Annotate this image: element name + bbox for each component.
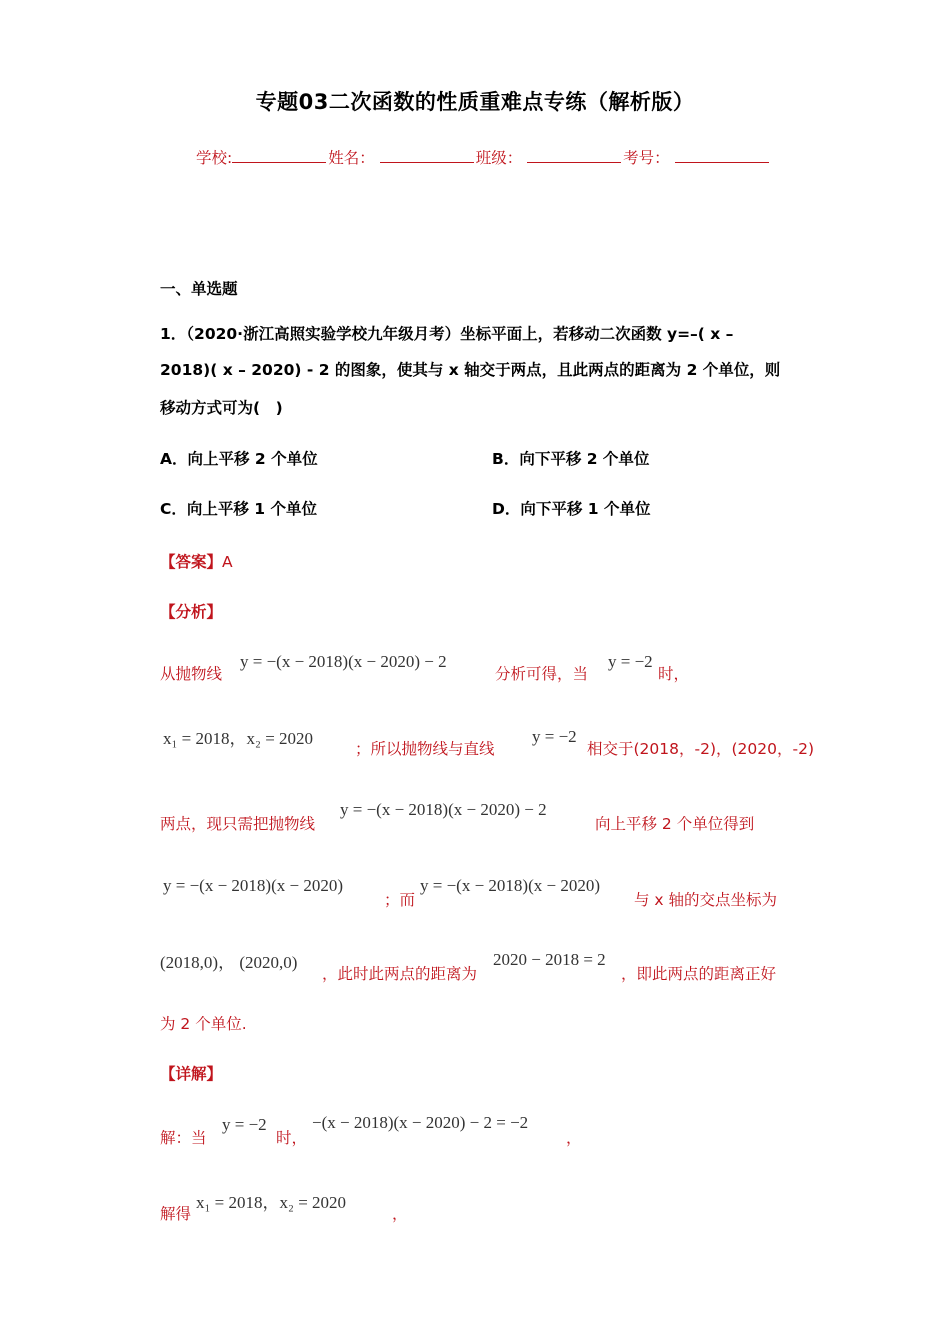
analysis-l3-text-b: 向上平移 2 个单位得到 [595,815,755,833]
section-heading: 一、单选题 [160,280,238,298]
question-line-2: 2018)( x – 2020) - 2 的图象，使其与 x 轴交于两点，且此两点的距离为 2 个单位，则 [160,361,781,379]
analysis-l2-equation-1: x₁ = 2018，x₂ = 2020 [163,729,314,748]
analysis-l5-equation-2: 2020 − 2018 = 2 [493,950,606,969]
school-blank [232,148,326,163]
analysis-l4-equation-2: y = −(x − 2018)(x − 2020) [420,876,600,895]
analysis-l5-equation-1: (2018,0)， (2020,0) [160,953,298,972]
class-label: 班级： [475,149,523,167]
detail-label: 【详解】 [160,1065,223,1083]
analysis-l1-equation-1: y = −(x − 2018)(x − 2020) − 2 [240,652,447,671]
analysis-l1-equation-2: y = −2 [608,652,653,671]
detail-l1-text-a: 解：当 [160,1129,207,1147]
detail-l1-text-b: 时， [276,1129,308,1147]
analysis-l2-equation-2: y = −2 [532,727,577,746]
analysis-l5-text-a: ，此时此两点的距离为 [322,965,478,983]
exam-no-blank [675,148,769,163]
analysis-l4-equation-1: y = −(x − 2018)(x − 2020) [163,876,343,895]
answer-value: A [222,553,233,571]
answer-line [160,550,233,572]
exam-no-label: 考号： [623,149,670,167]
detail-l1-equation-1: y = −2 [222,1115,267,1134]
option-d: D．向下平移 1 个单位 [492,500,651,518]
analysis-l2-text-b: 相交于(2018，-2)，(2020，-2) [587,740,814,758]
analysis-l5-text-b: ，即此两点的距离正好 [621,965,777,983]
analysis-l1-text-c: 时， [658,665,690,683]
name-blank [380,148,474,163]
detail-l1-equation-2: −(x − 2018)(x − 2020) − 2 = −2 [312,1113,529,1132]
analysis-l4-text-b: 与 x 轴的交点坐标为 [634,891,778,909]
answer-label: 【答案】 [160,553,223,571]
question-line-1: 1．（2020·浙江高照实验学校九年级月考）坐标平面上，若移动二次函数 y=–( x – [160,325,734,343]
school-label: 学校: [196,149,233,167]
analysis-l3-text-a: 两点，现只需把抛物线 [160,815,316,833]
option-a: A．向上平移 2 个单位 [160,450,318,468]
analysis-l1-text-b: 分析可得，当 [495,665,589,683]
class-blank [527,148,621,163]
detail-l2-text-b: ， [392,1205,408,1223]
detail-l2-equation: x₁ = 2018，x₂ = 2020 [196,1193,347,1212]
analysis-l3-equation: y = −(x − 2018)(x − 2020) − 2 [340,800,547,819]
student-info-line [196,146,771,168]
question-line-3: 移动方式可为( ) [160,399,283,417]
name-label: 姓名： [328,149,375,167]
option-b: B．向下平移 2 个单位 [492,450,650,468]
analysis-label: 【分析】 [160,603,223,621]
detail-l1-text-c: ， [566,1129,582,1147]
option-c: C．向上平移 1 个单位 [160,500,317,518]
detail-l2-text-a: 解得 [160,1205,192,1223]
page-title: 专题03二次函数的性质重难点专练（解析版） [255,90,695,114]
analysis-l4-text-a: ；而 [384,891,416,909]
analysis-l1-text-a: 从抛物线 [160,665,223,683]
analysis-l6-text: 为 2 个单位. [160,1015,247,1033]
analysis-l2-text-a: ；所以抛物线与直线 [355,740,495,758]
